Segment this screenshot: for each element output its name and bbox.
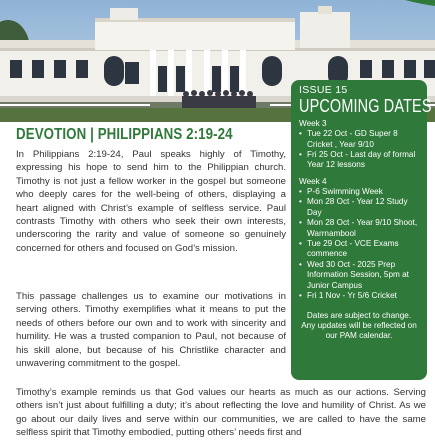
devotion-paragraph-2: This passage challenges us to examine our motivations in serving others. Timothy exemplifies what it means to put the needs of others before our own and to work with sincerity and humility. He was a trusted companion to Paul, not because of his skill alone, but because of his Christlike character and unwavering commitment to the gospel. [16,291,286,370]
devotion-title: DEVOTION | PHILIPPIANS 2:19-24 [16,126,233,143]
week-3-label: Week 3 [299,119,327,128]
week-3-list [299,129,419,171]
devotion-paragraph-3: Timothy’s example reminds us that God values our hearts as much as our actions. Serving others isn’t just about fulfilling a duty; it’s about reflecting the love and humility of Christ. As we go about our daily lives and serve within our communities, we are called to have the same selfless spirit that Timothy embodied, putting others’ needs first and [16,387,426,439]
dates-disclaimer: Dates are subject to change. Any updates will be reflected on our PAM calendar. [301,310,417,340]
list-item: • Mon 28 Oct - Year 12 Study Day [299,197,419,218]
list-item: • Tue 29 Oct - VCE Exams commence [299,239,419,260]
issue-label: ISSUE 15 [299,84,348,96]
list-item: • Fri 25 Oct - Last day of formal Year 12 lessons [299,150,419,171]
week-4-list [299,187,419,301]
list-item: • Mon 28 Oct - Year 9/10 Shoot, Warrnambool [299,218,419,239]
upcoming-dates-panel [291,80,432,380]
list-item: • Fri 1 Nov - Yr 5/6 Cricket [299,291,419,301]
list-item: • Wed 30 Oct - 2025 Prep Information Session, 5pm at Junior Campus [299,260,419,291]
week-4-label: Week 4 [299,176,327,186]
upcoming-dates-heading: UPCOMING DATES [299,95,432,116]
devotion-paragraph-1: In Philippians 2:19-24, Paul speaks highly of Timothy, expressing his hope to send him to the Philippian church. Timothy is not just a fellow worker in the gospel but someone who deeply cares for the well-being of others, displaying a heart aligned with Christ’s example of selfless service. Paul contrasts Timothy with others who seek their own interests, underscoring the rarity and value of someone so genuinely concerned for others and focused on God’s mission. [16,149,286,254]
list-item: • Tue 22 Oct - GD Super 8 Cricket , Year 9/10 [299,129,419,150]
list-item: • P-6 Swimming Week [299,187,419,197]
